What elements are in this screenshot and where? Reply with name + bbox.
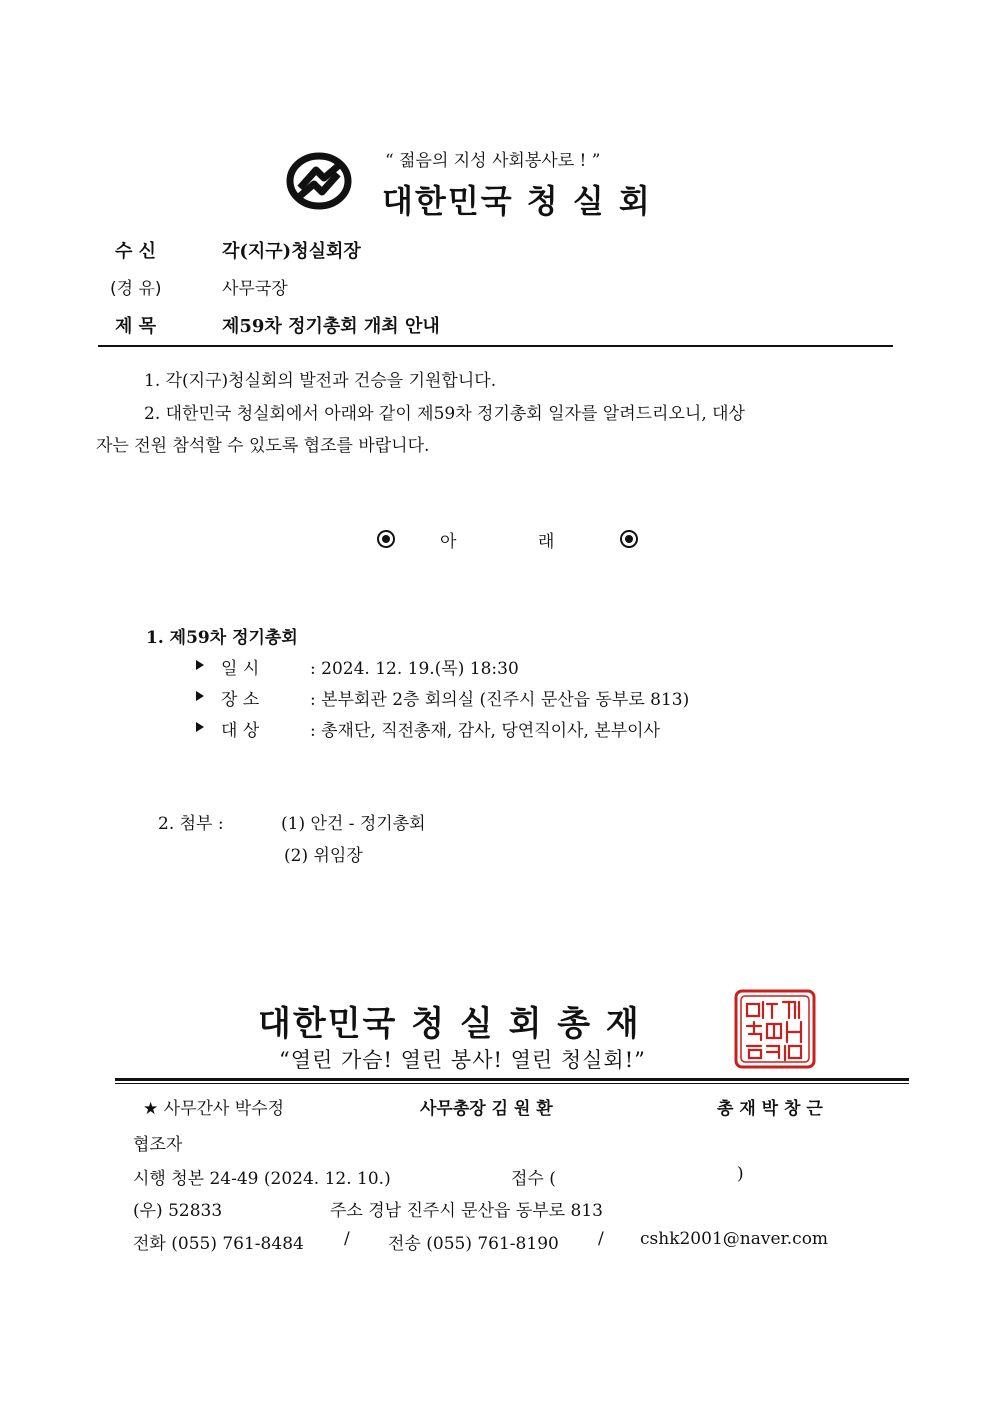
event-place-label: 장 소 [221,690,260,710]
attachment-item: (1) 안건 - 정기총회 [281,814,426,834]
bullet-circle-icon [620,530,638,548]
issue-number: 시행 청본 24-49 (2024. 12. 10.) [133,1169,391,1189]
recipient-value: 각(지구)청실회장 [222,241,361,262]
notice-char-1: 아 [440,532,457,552]
staff-name: ★ 사무간사 박수정 [143,1099,285,1119]
fax-number: 전송 (055) 761-8190 [388,1234,559,1254]
separator: / [598,1229,604,1249]
postal-code: (우) 52833 [133,1201,223,1221]
president-name: 총 재 박 창 근 [717,1099,823,1119]
via-label: (경 유) [110,279,162,299]
cooperator-label: 협조자 [133,1135,183,1155]
event-place-value: : 본부회관 2층 회의실 (진주시 문산읍 동부로 813) [310,690,690,710]
attachment-item: (2) 위임장 [284,846,363,866]
triangle-bullet-icon [196,660,204,670]
footer-org-name: 대한민국 청 실 회 총 재 [258,1004,641,1044]
triangle-bullet-icon [196,691,204,701]
event-target-value: : 총재단, 직전총재, 감사, 당연직이사, 본부이사 [310,721,660,741]
section-2-title: 2. 첨부 : [158,814,224,834]
section-1-title: 1. 제59차 정기총회 [146,628,298,648]
event-target-label: 대 상 [221,721,260,741]
body-paragraph-2-line-2: 자는 전원 참석할 수 있도록 협조를 바랍니다. [96,436,430,456]
address: 주소 경남 진주시 문산읍 동부로 813 [330,1201,603,1221]
header-org-name: 대한민국 청 실 회 [382,182,652,220]
event-date-value: : 2024. 12. 19.(목) 18:30 [310,659,519,679]
header-slogan: “ 젊음의 지성 사회봉사로 ! ” [385,151,601,171]
separator: / [344,1229,350,1249]
organization-logo-icon [286,152,352,210]
body-paragraph-2-line-1: 2. 대한민국 청실회에서 아래와 같이 제59차 정기총회 일자를 알려드리오니, 대상 [144,404,745,424]
header-divider [98,345,893,347]
footer-divider-thin [115,1083,909,1084]
recipient-label: 수 신 [115,241,157,262]
body-paragraph-1: 1. 각(지구)청실회의 발전과 건승을 기원합니다. [144,371,497,391]
via-value: 사무국장 [222,279,288,299]
phone-number: 전화 (055) 761-8484 [133,1234,304,1254]
event-date-label: 일 시 [221,659,260,679]
subject-label: 제 목 [115,316,157,337]
notice-char-2: 래 [538,532,555,552]
bullet-circle-icon [377,530,395,548]
subject-value: 제59차 정기총회 개최 안내 [222,316,440,337]
email-address: cshk2001@naver.com [640,1229,829,1249]
footer-motto: “열린 가슴! 열린 봉사! 열린 청실회!” [279,1048,646,1072]
footer-divider-thick [115,1078,909,1081]
receive-label: 접수 ( [511,1169,556,1189]
secretary-general: 사무총장 김 원 환 [420,1099,553,1119]
triangle-bullet-icon [196,722,204,732]
official-seal-stamp [733,988,817,1070]
receive-close: ) [737,1164,744,1184]
